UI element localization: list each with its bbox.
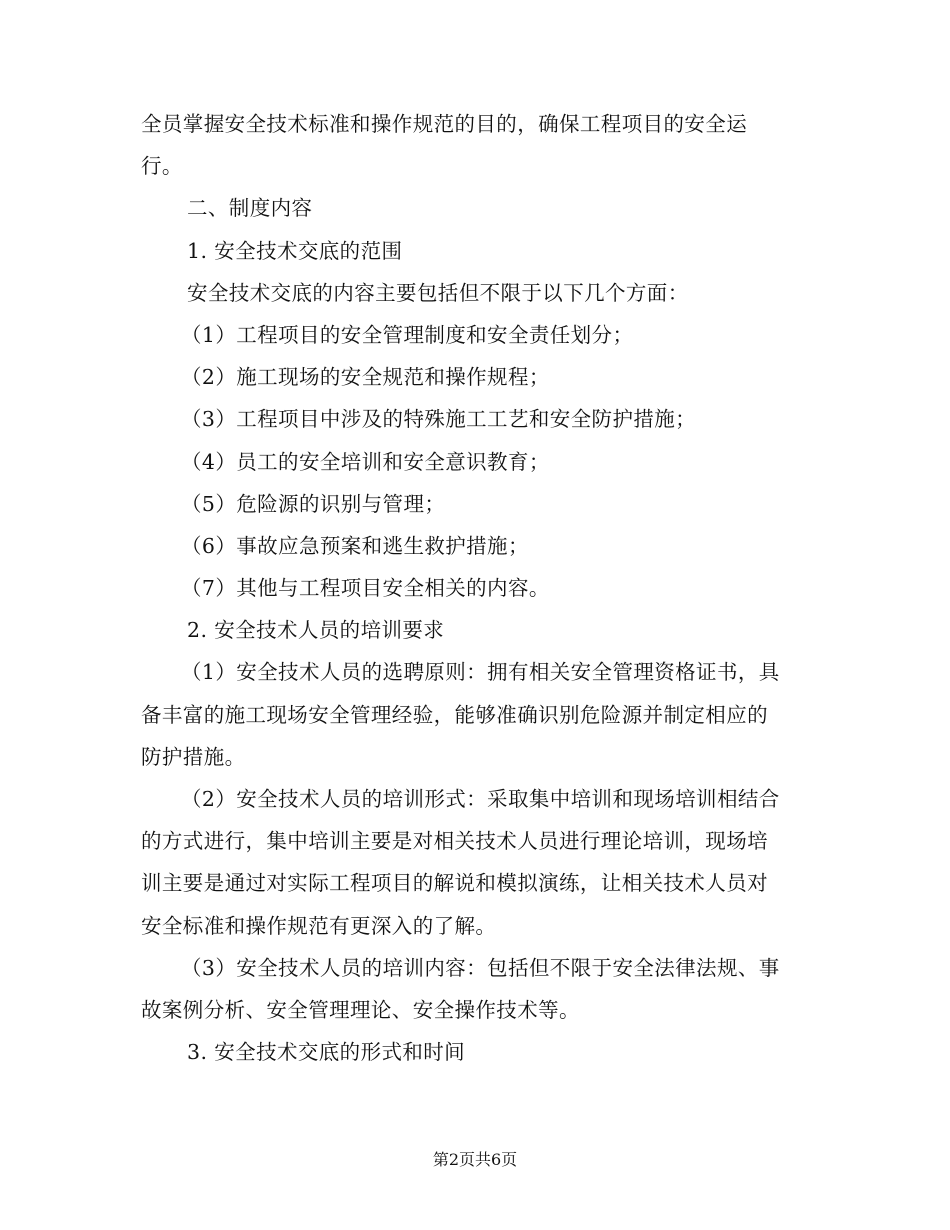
paragraph-line: 防护措施。 [141,744,246,769]
paragraph-line: 备丰富的施工现场安全管理经验，能够准确识别危险源并制定相应的 [141,702,768,727]
list-item: （7）其他与工程项目安全相关的内容。 [181,576,550,601]
subsection-heading: 1. 安全技术交底的范围 [187,238,403,263]
paragraph-line: 故案例分析、安全管理理论、安全操作技术等。 [141,997,580,1022]
paragraph-line: （3）安全技术人员的培训内容：包括但不限于安全法律法规、事 [181,955,780,980]
paragraph-line: 行。 [141,154,183,179]
list-item: （1）工程项目的安全管理制度和安全责任划分； [181,322,634,347]
paragraph-line: 训主要是通过对实际工程项目的解说和模拟演练，让相关技术人员对 [141,871,768,896]
paragraph-line: 安全技术交底的内容主要包括但不限于以下几个方面： [187,280,689,305]
paragraph-line: （1）安全技术人员的选聘原则：拥有相关安全管理资格证书，具 [181,660,780,685]
list-item: （2）施工现场的安全规范和操作规程； [181,365,550,390]
subsection-heading: 2. 安全技术人员的培训要求 [187,618,445,643]
paragraph-line: 全员掌握安全技术标准和操作规范的目的，确保工程项目的安全运 [141,112,748,136]
list-item: （6）事故应急预案和逃生救护措施； [181,533,529,558]
paragraph-line: （2）安全技术人员的培训形式：采取集中培训和现场培训相结合 [181,787,780,811]
paragraph-line: 的方式进行，集中培训主要是对相关技术人员进行理论培训，现场培 [141,829,768,854]
list-item: （3）工程项目中涉及的特殊施工工艺和安全防护措施； [181,407,697,432]
subsection-heading: 3. 安全技术交底的形式和时间 [187,1040,466,1065]
page-number: 第2页共6页 [432,1150,518,1169]
list-item: （4）员工的安全培训和安全意识教育； [181,449,550,474]
section-heading: 二、制度内容 [187,196,313,221]
paragraph-line: 安全标准和操作规范有更深入的了解。 [141,913,497,938]
document-body [141,103,813,1073]
list-item: （5）危险源的识别与管理； [181,491,446,516]
